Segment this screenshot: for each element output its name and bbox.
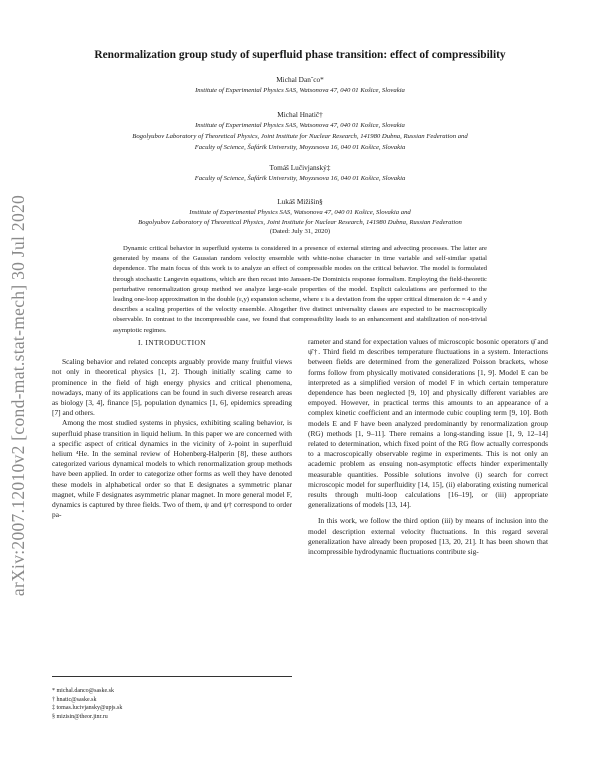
author-affiliation: Institute of Experimental Physics SAS, Watsonova 47, 040 01 Košice, Slovakia	[195, 122, 405, 129]
author-affiliation: Bogolyubov Laboratory of Theoretical Physics, Joint Institute for Nuclear Research, 141980 Dubna, Russian Federation	[138, 219, 462, 226]
author-affiliation: Institute of Experimental Physics SAS, Watsonova 47, 040 01 Košice, Slovakia and	[189, 209, 411, 216]
abstract: Dynamic critical behavior in superfluid systems is considered in a presence of external stirring and advecting processes. The latter are generated by means of the Gaussian random velocity ensemble with white-noise character in time variable and self-similar spatial dependence. The main focus of this work is to analyze an effect of compressible modes on the critical behavior. The model is formulated through stochastic Langevin equations, which are then recast into Janssen-De Dominicis response formalism. Employing the field-theoretic perturbative renormalization group method we analyze large-scale properties of the model. Explicit calculations are performed to the leading one-loop approximation in the double (ε,y) expansion scheme, where ε is a deviation from the upper critical dimension dc = 4 and y describes a scaling properties of the velocity ensemble. Altogether five distinct universality classes are expected to be macroscopically observable. In contrast to the incompressible case, we found that compressibility leads to an enhancement and stabilization of non-trivial asymptotic regimes.	[113, 245, 487, 334]
paper-title: Renormalization group study of superfluid phase transition: effect of compressibility	[94, 49, 506, 61]
author-affiliation: Faculty of Science, Šafárik University, Moyzesova 16, 040 01 Košice, Slovakia	[194, 175, 406, 182]
author-name: Michal Danˇco*	[276, 75, 324, 84]
author-name: Lukáš Mižišin§	[277, 197, 323, 206]
section-heading: I. INTRODUCTION	[138, 338, 206, 347]
left-column	[52, 338, 292, 520]
arxiv-identifier: arXiv:2007.12010v2 [cond-mat.stat-mech] 30 Jul 2020	[8, 194, 29, 596]
paragraph: Among the most studied systems in physics, exhibiting scaling behavior, is superfluid phase transition in liquid helium. In this paper we are concerned with a specific aspect of critical dynamics in the vicinity of λ-point in superfluid helium ⁴He. In the seminal review of Hohenberg-Halperin [8], these authors categorized various dynamical models to which renormalization group methods have been applied. In order to categorize other forms as well they have denoted these models in alphabetical order so that E designates a symmetric planar magnet, while F designates asymmetric planar magnet. In more general model F, dynamics is captured by three fields. Two of them, ψ and ψ† correspond to order pa-	[52, 418, 292, 520]
author-name: Tomáš Lučivjanský‡	[269, 163, 331, 172]
author-affiliation: Faculty of Science, Šafárik University, Moyzesova 16, 040 01 Košice, Slovakia	[194, 144, 406, 151]
dated-line: (Dated: July 31, 2020)	[269, 228, 331, 235]
right-column	[308, 337, 548, 557]
paragraph: In this work, we follow the third option (iii) by means of inclusion into the model description external velocity fluctuations. In this regard several generalization have already been proposed [13, 20, 21]. It has been shown that incompressible hydrodynamic fluctuations contribute sig-	[308, 516, 548, 557]
author-affiliation: Bogolyubov Laboratory of Theoretical Physics, Joint Institute for Nuclear Research, 141980 Dubna, Russian Federation and	[132, 133, 468, 140]
footnotes	[52, 676, 292, 722]
footnote: † hnatic@saske.sk	[52, 696, 97, 703]
author-affiliation: Institute of Experimental Physics SAS, Watsonova 47, 040 01 Košice, Slovakia	[195, 87, 405, 94]
footnote: § mizisin@theor.jinr.ru	[52, 714, 108, 721]
footnote: * michal.danco@saske.sk	[52, 688, 115, 694]
footnote: ‡ tomas.lucivjansky@upjs.sk	[52, 705, 123, 712]
author-name: Michal Hnatič†	[277, 110, 323, 119]
paragraph: Scaling behavior and related concepts arguably provide many fruitful views not only in theoretical physics [1, 2]. Though initially scaling came to prominence in the field of high energy physics and critical phenomena, nowadays, many of its applications can be found in such diverse research areas as biology [3, 4], finance [5], population dynamics [1, 6], epidemics spreading [7] and others.	[52, 357, 292, 418]
paragraph: rameter and stand for expectation values of microscopic bosonic operators ψ̂ and ψ̂†. Third field m describes temperature fluctuations in a system. Interactions between fields are determined from the generalized Poisson brackets, whose forms follow from physically motivated considerations [1, 9]. Model E can be interpreted as a simplified version of model F in which certain temperature dependence has been neglected [9, 10] and physically different variables are empoyed. However, in practical terms this amounts to an appearance of a complex kinetic coefficient and an intermode cubic coupling term [9, 10]. Both models E and F have been analyzed predominantly by renormalization group (RG) methods [1, 9–11]. There remains a long-standing issue [1, 9, 12–14] related to determination, which fixed point of the RG flow actually corresponds to a macroscopically observable regime in experiments. This is not only an academic problem as ensuing non-asymptotic effects hinder experimentally measurable quantities. Possible solutions involve (i) search for correct microscopic model for superfluidity [14, 15], (ii) elaborating existing numerical results through multi-loop calculations [16–19], or (iii) appropriate generalizations of models [13, 14].	[308, 337, 548, 510]
